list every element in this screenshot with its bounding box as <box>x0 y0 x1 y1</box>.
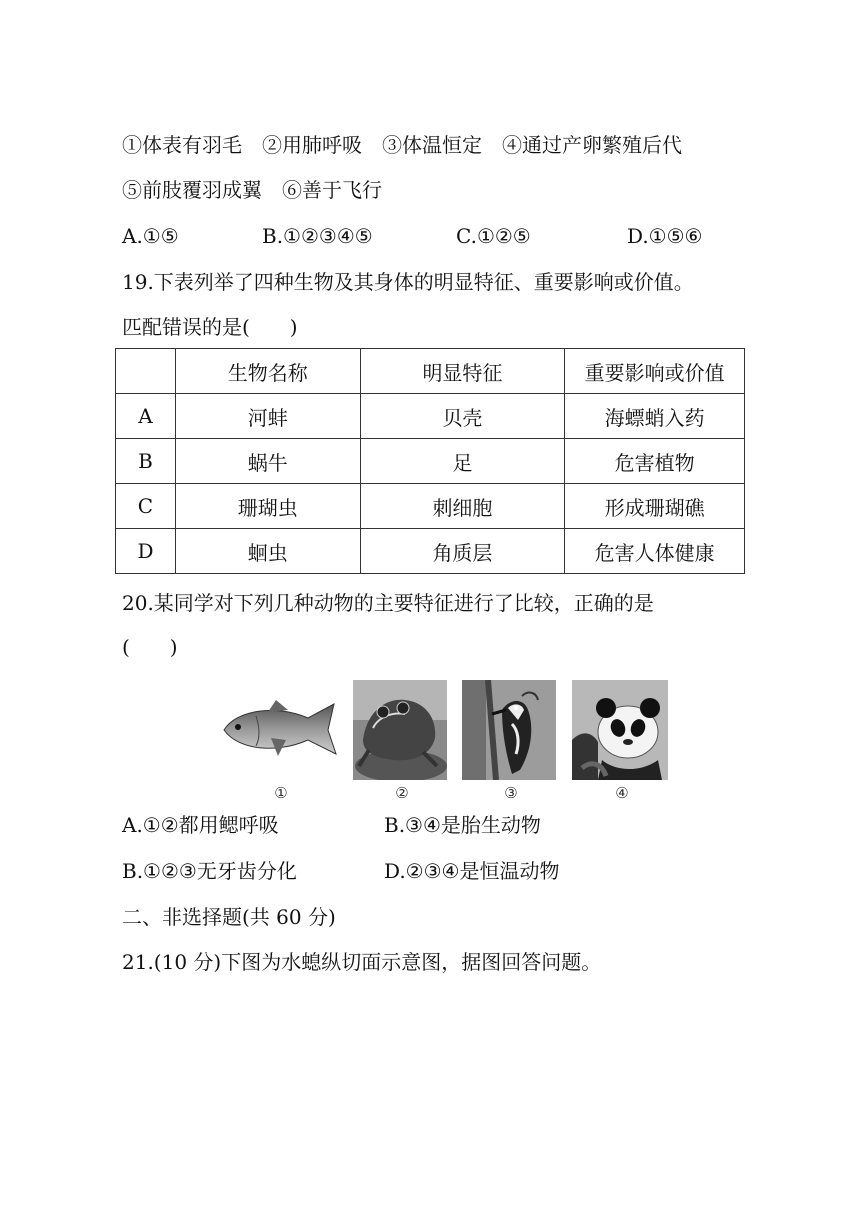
table-row <box>116 439 745 484</box>
table-header-cell: 重要影响或价值 <box>565 349 745 394</box>
section-title: 二、非选择题(共 60 分) <box>122 905 336 929</box>
table-cell: 足 <box>360 439 565 484</box>
q18-option-a: A.①⑤ <box>122 224 179 248</box>
table-cell: C <box>116 484 176 529</box>
q19-table <box>115 348 745 574</box>
q20-stem-line1: 20.某同学对下列几种动物的主要特征进行了比较，正确的是 <box>122 591 654 615</box>
table-cell: 危害人体健康 <box>565 529 745 574</box>
image-label: ③ <box>504 784 518 802</box>
table-cell: 角质层 <box>360 529 565 574</box>
table-cell: 珊瑚虫 <box>175 484 360 529</box>
fish-image <box>216 694 338 764</box>
q21-stem: 21.(10 分)下图为水螅纵切面示意图，据图回答问题。 <box>122 950 602 974</box>
table-header-cell <box>116 349 176 394</box>
table-cell: 河蚌 <box>175 394 360 439</box>
image-label: ② <box>395 784 409 802</box>
q19-stem-line1: 19.下表列举了四种生物及其身体的明显特征、重要影响或价值。 <box>122 270 694 294</box>
q18-option-d: D.①⑤⑥ <box>627 224 703 248</box>
q19-stem-line2: 匹配错误的是( ) <box>122 315 298 339</box>
table-cell: 刺细胞 <box>360 484 565 529</box>
table-header-cell: 生物名称 <box>175 349 360 394</box>
woodpecker-image <box>462 680 556 780</box>
image-label: ① <box>274 784 288 802</box>
table-row <box>116 484 745 529</box>
table-cell: 危害植物 <box>565 439 745 484</box>
table-cell: 蜗牛 <box>175 439 360 484</box>
table-cell: B <box>116 439 176 484</box>
table-cell: A <box>116 394 176 439</box>
q18-option-c: C.①②⑤ <box>456 224 531 248</box>
table-row <box>116 529 745 574</box>
table-cell: 海螵蛸入药 <box>565 394 745 439</box>
panda-image <box>572 680 668 780</box>
q20-option-b: B.③④是胎生动物 <box>384 813 541 837</box>
frog-image <box>353 680 447 780</box>
image-label: ④ <box>615 784 629 802</box>
table-header-row <box>116 349 745 394</box>
q20-stem-line2: ( ) <box>122 635 178 659</box>
q18-option-b: B.①②③④⑤ <box>262 224 373 248</box>
q18-statements-line1: ①体表有羽毛 ②用肺呼吸 ③体温恒定 ④通过产卵繁殖后代 <box>122 133 682 157</box>
table-cell: 贝壳 <box>360 394 565 439</box>
table-row <box>116 394 745 439</box>
q18-statements-line2: ⑤前肢覆羽成翼 ⑥善于飞行 <box>122 178 382 202</box>
table-cell: 蛔虫 <box>175 529 360 574</box>
q20-option-c: B.①②③无牙齿分化 <box>122 859 297 883</box>
table-cell: 形成珊瑚礁 <box>565 484 745 529</box>
q20-option-a: A.①②都用鳃呼吸 <box>122 813 279 837</box>
q20-animal-images <box>216 672 668 802</box>
table-header-cell: 明显特征 <box>360 349 565 394</box>
q20-option-d: D.②③④是恒温动物 <box>384 859 560 883</box>
table-cell: D <box>116 529 176 574</box>
